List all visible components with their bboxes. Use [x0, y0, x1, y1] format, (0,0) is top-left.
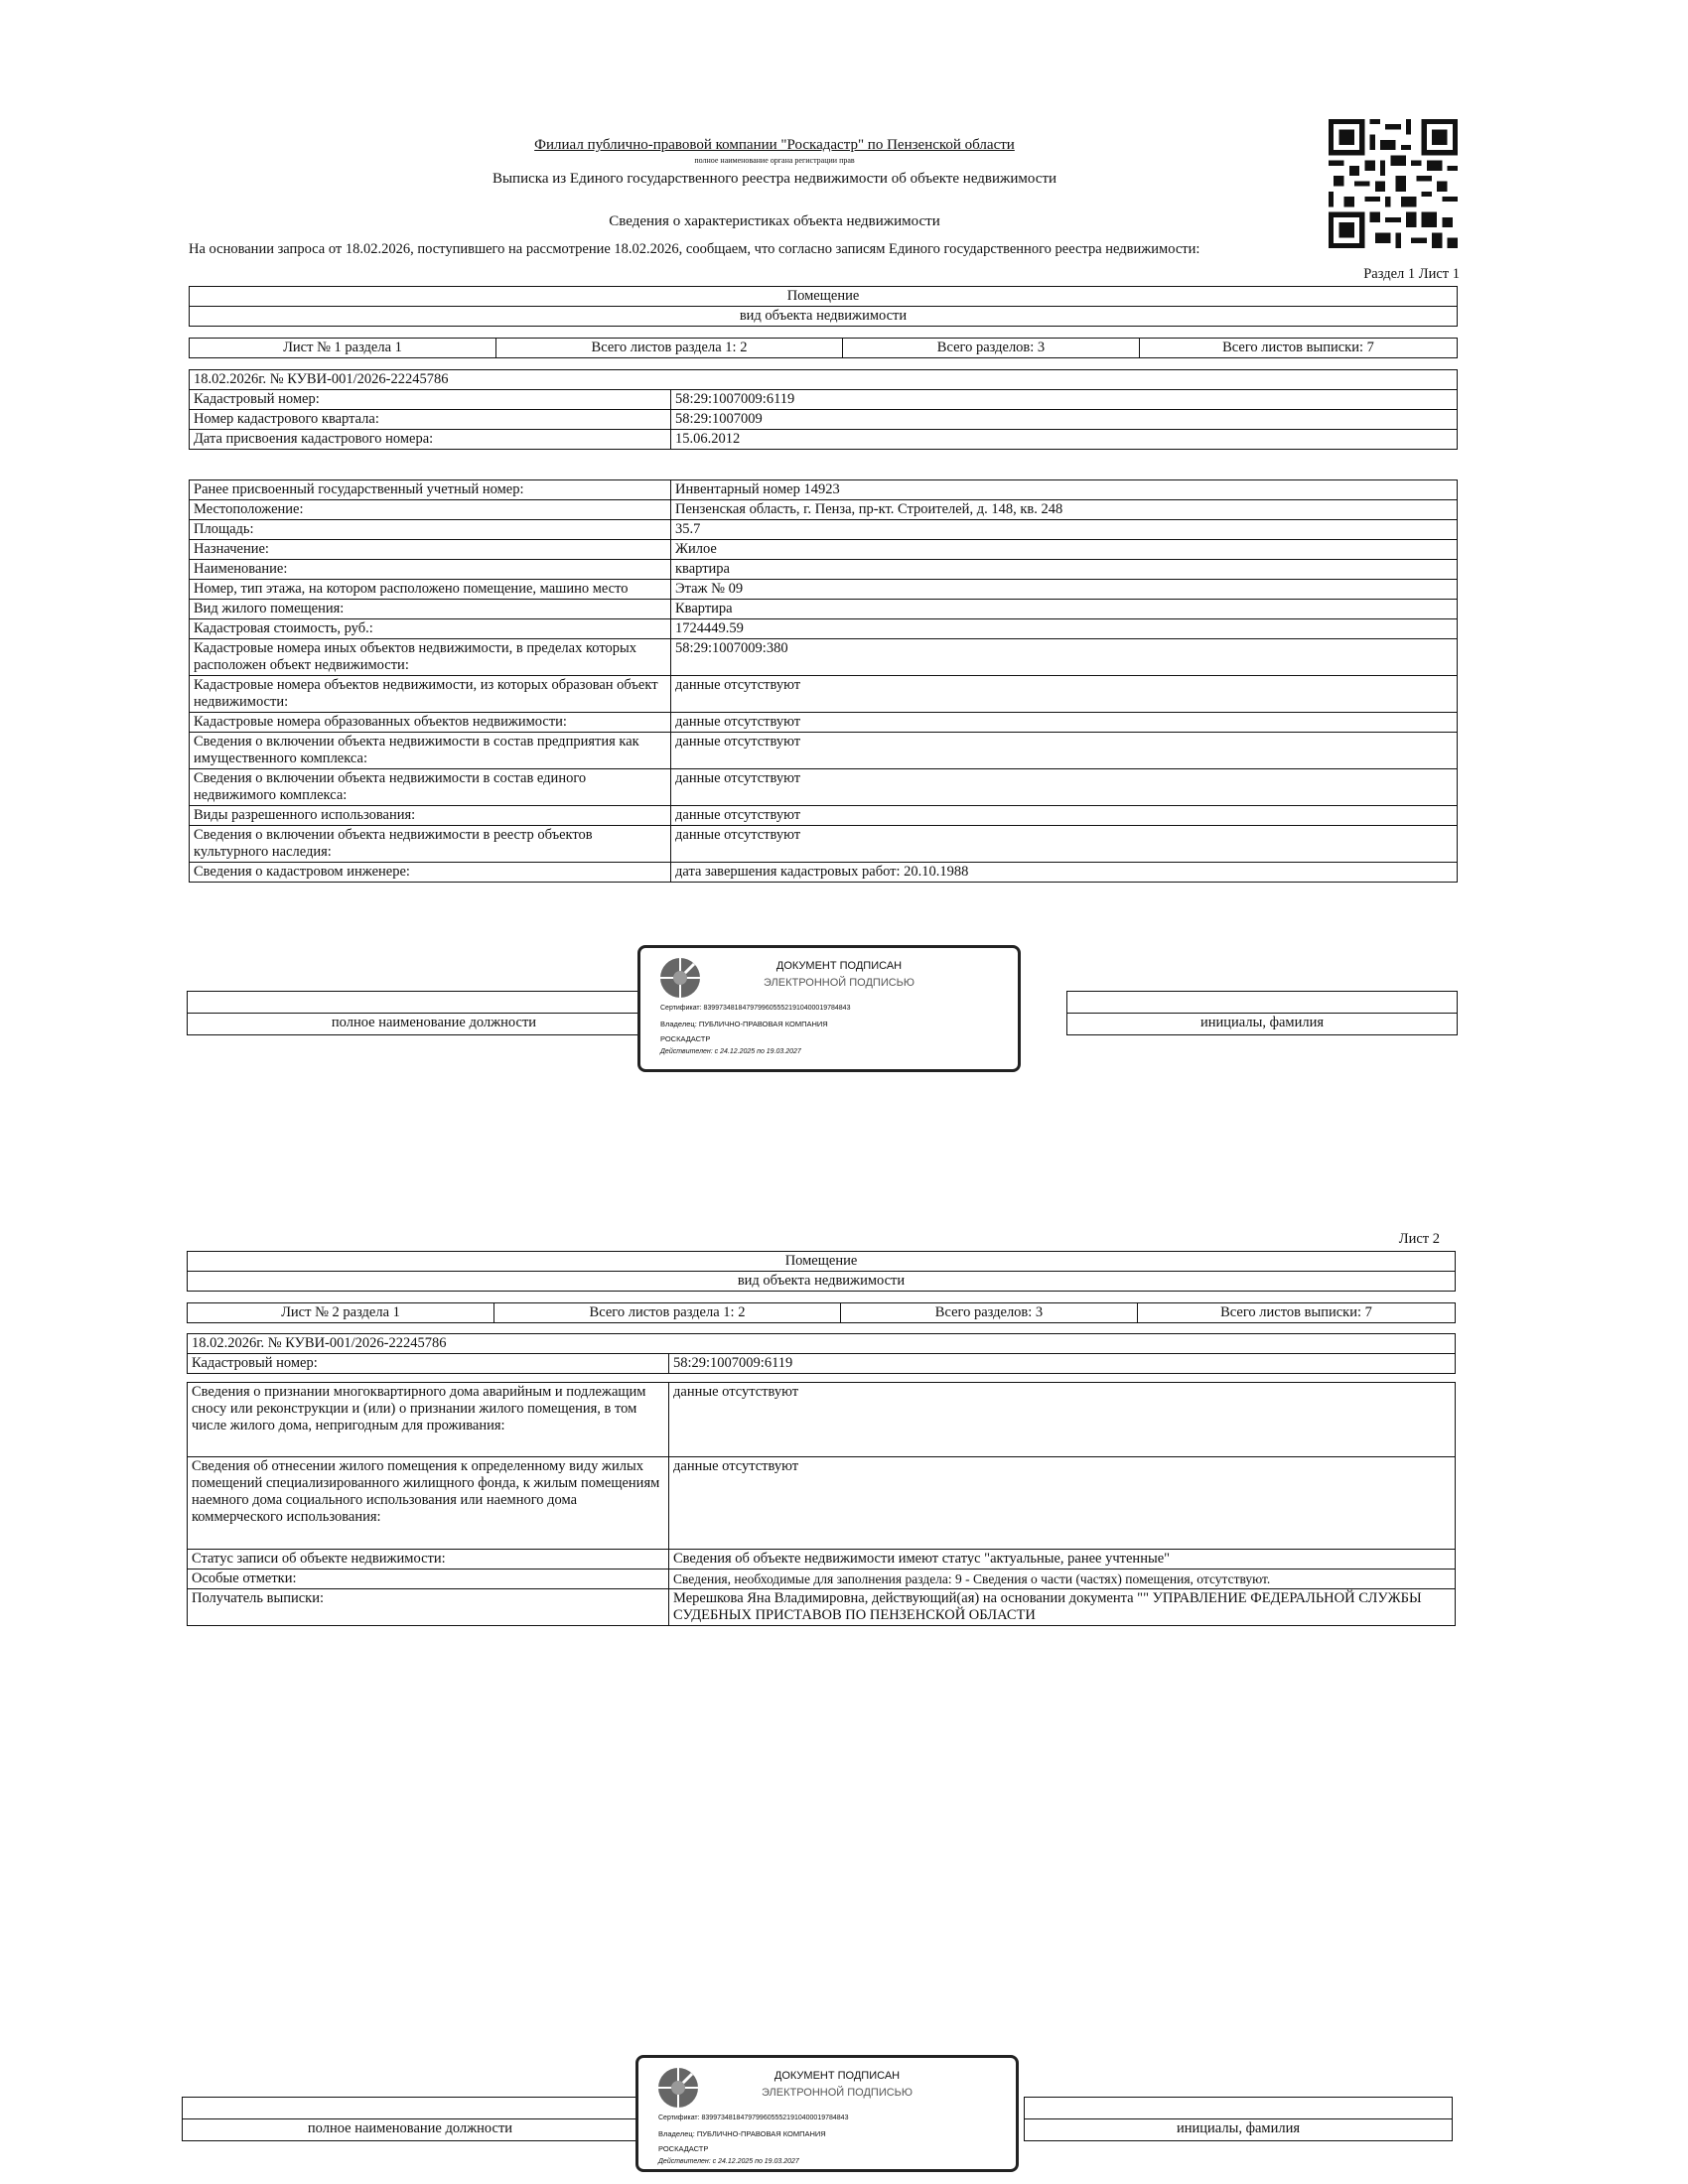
position-cell	[183, 2098, 638, 2119]
object-type-table	[189, 286, 1458, 327]
field-value: данные отсутствуют	[671, 806, 1458, 826]
field-label: Статус записи об объекте недвижимости:	[188, 1550, 669, 1570]
object-type: Помещение	[190, 287, 1458, 307]
field-value: Сведения, необходимые для заполнения раздела: 9 - Сведения о части (частях) помещения, отсутствуют.	[669, 1570, 1456, 1589]
stamp-certificate: Сертификат: 83997348184797996055521910400019784843	[660, 1005, 851, 1012]
table-row	[190, 580, 1458, 600]
field-label: Кадастровые номера объектов недвижимости, из которых образован объект недвижимости:	[190, 676, 671, 713]
stamp-title: ДОКУМЕНТ ПОДПИСАН	[774, 2070, 901, 2082]
e-signature-stamp	[635, 2055, 1019, 2172]
field-value: данные отсутствуют	[671, 713, 1458, 733]
section-sheets-total: Всего листов раздела 1: 2	[496, 339, 843, 358]
sheet-meta-table	[187, 1302, 1456, 1323]
field-label: Сведения о кадастровом инженере:	[190, 863, 671, 883]
field-value: Пензенская область, г. Пенза, пр-кт. Строителей, д. 148, кв. 248	[671, 500, 1458, 520]
field-label: Местоположение:	[190, 500, 671, 520]
field-label: Площадь:	[190, 520, 671, 540]
document-number: 18.02.2026г. № КУВИ-001/2026-22245786	[190, 370, 1458, 390]
field-value: 58:29:1007009:6119	[669, 1354, 1456, 1374]
stamp-owner-name: РОСКАДАСТР	[658, 2144, 709, 2153]
sheet-mark: Лист 2	[1398, 1231, 1440, 1247]
field-label: Дата присвоения кадастрового номера:	[190, 430, 671, 450]
position-caption: полное наименование должности	[188, 1014, 681, 1035]
stamp-validity: Действителен: с 24.12.2025 по 19.03.2027	[660, 1048, 801, 1055]
object-type-table	[187, 1251, 1456, 1292]
table-row	[190, 733, 1458, 769]
page-2	[0, 1092, 1688, 2184]
table-row	[190, 863, 1458, 883]
document-number: 18.02.2026г. № КУВИ-001/2026-22245786	[188, 1334, 1456, 1354]
field-label: Виды разрешенного использования:	[190, 806, 671, 826]
field-label: Сведения о признании многоквартирного дома аварийным и подлежащим сносу или реконструкции и (или) о признании жилого помещения, в том числе жилого дома, непригодным для проживания:	[188, 1383, 669, 1457]
sheet-meta-table	[189, 338, 1458, 358]
field-label: Назначение:	[190, 540, 671, 560]
field-label: Сведения о включении объекта недвижимости в состав предприятия как имущественного комплекса:	[190, 733, 671, 769]
field-label: Номер кадастрового квартала:	[190, 410, 671, 430]
field-value: 35.7	[671, 520, 1458, 540]
field-label: Кадастровый номер:	[190, 390, 671, 410]
table-row	[190, 480, 1458, 500]
registration-org-caption: полное наименование органа регистрации прав	[694, 156, 855, 165]
field-label: Особые отметки:	[188, 1570, 669, 1589]
table-row	[190, 769, 1458, 806]
table-row	[188, 1550, 1456, 1570]
field-label: Получатель выписки:	[188, 1589, 669, 1626]
qr-code-icon	[1329, 119, 1458, 248]
field-value: 58:29:1007009:380	[671, 639, 1458, 676]
field-value: 1724449.59	[671, 619, 1458, 639]
table-row	[190, 520, 1458, 540]
object-type-caption: вид объекта недвижимости	[188, 1272, 1456, 1292]
field-label: Сведения о включении объекта недвижимости в реестр объектов культурного наследия:	[190, 826, 671, 863]
field-label: Номер, тип этажа, на котором расположено помещение, машино место	[190, 580, 671, 600]
field-value: Мерешкова Яна Владимировна, действующий(ая) на основании документа "" УПРАВЛЕНИЕ ФЕДЕРАЛЬНОЙ СЛУЖБЫ СУДЕБНЫХ ПРИСТАВОВ ПО ПЕНЗЕНСКОЙ ОБЛАСТИ	[669, 1589, 1456, 1626]
field-value: 58:29:1007009:6119	[671, 390, 1458, 410]
stamp-owner: Владелец: ПУБЛИЧНО-ПРАВОВАЯ КОМПАНИЯ	[658, 2129, 826, 2138]
initials-caption: инициалы, фамилия	[1067, 1014, 1458, 1035]
initials-cell	[1067, 992, 1458, 1014]
table-row	[190, 676, 1458, 713]
extract-sheets-total: Всего листов выписки: 7	[1140, 339, 1458, 358]
table-row	[188, 1589, 1456, 1626]
position-cell	[188, 992, 681, 1014]
object-type: Помещение	[188, 1252, 1456, 1272]
table-row	[190, 410, 1458, 430]
roskadastr-emblem-icon	[656, 2066, 700, 2110]
request-basis-text: На основании запроса от 18.02.2026, поступившего на рассмотрение 18.02.2026, сообщаем, что согласно записям Единого государственного реестра недвижимости:	[189, 241, 1200, 257]
field-value: дата завершения кадастровых работ: 20.10.1988	[671, 863, 1458, 883]
document-title: Выписка из Единого государственного реестра недвижимости об объекте недвижимости	[492, 171, 1057, 187]
field-label: Сведения о включении объекта недвижимости в состав единого недвижимого комплекса:	[190, 769, 671, 806]
field-value: Жилое	[671, 540, 1458, 560]
table-row	[190, 600, 1458, 619]
field-label: Наименование:	[190, 560, 671, 580]
field-label: Кадастровая стоимость, руб.:	[190, 619, 671, 639]
initials-caption: инициалы, фамилия	[1025, 2119, 1453, 2141]
ids-table	[189, 369, 1458, 450]
field-value: данные отсутствуют	[671, 676, 1458, 713]
field-label: Кадастровые номера образованных объектов недвижимости:	[190, 713, 671, 733]
field-value: Инвентарный номер 14923	[671, 480, 1458, 500]
sheet-number: Лист № 2 раздела 1	[188, 1303, 494, 1323]
table-row	[190, 430, 1458, 450]
table-row	[188, 1383, 1456, 1457]
table-row	[188, 1457, 1456, 1550]
field-value: Сведения об объекте недвижимости имеют статус "актуальные, ранее учтенные"	[669, 1550, 1456, 1570]
object-type-caption: вид объекта недвижимости	[190, 307, 1458, 327]
field-value: квартира	[671, 560, 1458, 580]
table-row	[190, 639, 1458, 676]
stamp-owner: Владелец: ПУБЛИЧНО-ПРАВОВАЯ КОМПАНИЯ	[660, 1020, 828, 1028]
ids-table	[187, 1333, 1456, 1374]
field-value: данные отсутствуют	[671, 733, 1458, 769]
e-signature-stamp	[637, 945, 1021, 1072]
field-value: Этаж № 09	[671, 580, 1458, 600]
field-value: Квартира	[671, 600, 1458, 619]
stamp-title: ДОКУМЕНТ ПОДПИСАН	[775, 960, 903, 972]
sections-total: Всего разделов: 3	[841, 1303, 1138, 1323]
field-value: данные отсутствуют	[671, 826, 1458, 863]
table-row	[190, 540, 1458, 560]
table-row	[190, 806, 1458, 826]
table-row	[188, 1354, 1456, 1374]
field-label: Кадастровый номер:	[188, 1354, 669, 1374]
stamp-subtitle: ЭЛЕКТРОННОЙ ПОДПИСЬЮ	[763, 977, 915, 989]
table-row	[190, 560, 1458, 580]
section-sheets-total: Всего листов раздела 1: 2	[494, 1303, 841, 1323]
initials-cell	[1025, 2098, 1453, 2119]
registration-org-name: Филиал публично-правовой компании "Роскадастр" по Пензенской области	[534, 137, 1015, 153]
field-value: данные отсутствуют	[669, 1457, 1456, 1550]
table-row	[190, 500, 1458, 520]
table-row	[190, 826, 1458, 863]
characteristics-table	[187, 1382, 1456, 1626]
sheet-number: Лист № 1 раздела 1	[190, 339, 496, 358]
field-value: 15.06.2012	[671, 430, 1458, 450]
field-value: данные отсутствуют	[669, 1383, 1456, 1457]
stamp-subtitle: ЭЛЕКТРОННОЙ ПОДПИСЬЮ	[761, 2087, 914, 2099]
stamp-owner-name: РОСКАДАСТР	[660, 1034, 711, 1043]
extract-sheets-total: Всего листов выписки: 7	[1138, 1303, 1456, 1323]
table-row	[190, 390, 1458, 410]
field-label: Кадастровые номера иных объектов недвижимости, в пределах которых расположен объект недвижимости:	[190, 639, 671, 676]
roskadastr-emblem-icon	[658, 956, 702, 1000]
sheet-mark: Раздел 1 Лист 1	[1363, 266, 1460, 282]
stamp-certificate: Сертификат: 83997348184797996055521910400019784843	[658, 2115, 849, 2121]
sections-total: Всего разделов: 3	[843, 339, 1140, 358]
table-row	[190, 619, 1458, 639]
field-label: Вид жилого помещения:	[190, 600, 671, 619]
field-label: Ранее присвоенный государственный учетный номер:	[190, 480, 671, 500]
field-value: 58:29:1007009	[671, 410, 1458, 430]
table-row	[188, 1570, 1456, 1589]
section-heading: Сведения о характеристиках объекта недвижимости	[609, 213, 940, 229]
field-label: Сведения об отнесении жилого помещения к определенному виду жилых помещений специализированного жилищного фонда, к жилым помещениям наемного дома социального использования или наемного дома коммерческого использования:	[188, 1457, 669, 1550]
stamp-validity: Действителен: с 24.12.2025 по 19.03.2027	[658, 2158, 799, 2165]
position-caption: полное наименование должности	[183, 2119, 638, 2141]
field-value: данные отсутствуют	[671, 769, 1458, 806]
characteristics-table	[189, 479, 1458, 883]
table-row	[190, 713, 1458, 733]
